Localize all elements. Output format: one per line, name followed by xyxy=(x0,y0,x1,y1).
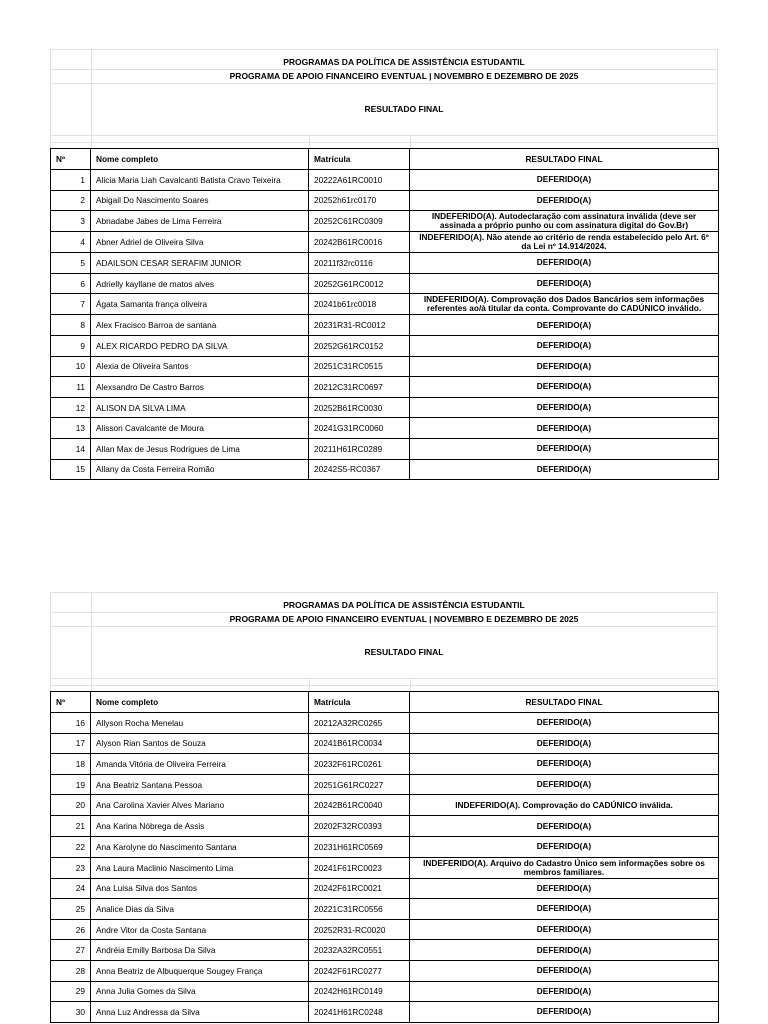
row-number: 30 xyxy=(51,1002,91,1023)
table-row xyxy=(51,713,719,734)
col-result-header: RESULTADO FINAL xyxy=(410,692,719,713)
student-matricula: 20242F61RC0021 xyxy=(309,878,410,899)
table-row xyxy=(51,294,719,315)
result-title: RESULTADO FINAL xyxy=(364,647,444,657)
result-status: DEFERIDO(A) xyxy=(410,418,719,439)
row-number: 27 xyxy=(51,940,91,961)
result-status: DEFERIDO(A) xyxy=(410,919,719,940)
result-status: DEFERIDO(A) xyxy=(410,397,719,418)
result-status: DEFERIDO(A) xyxy=(410,878,719,899)
result-status: DEFERIDO(A) xyxy=(410,253,719,274)
row-number: 24 xyxy=(51,878,91,899)
table-row xyxy=(51,836,719,857)
student-name: Alicia Maria Liah Cavalcanti Batista Cravo Teixeira xyxy=(91,170,309,191)
result-status: DEFERIDO(A) xyxy=(410,377,719,398)
table-row xyxy=(51,774,719,795)
table-row xyxy=(51,335,719,356)
student-name: Abnadabe Jabes de Lima Ferreira xyxy=(91,211,309,232)
student-name: Ana Beatriz Santana Pessoa xyxy=(91,774,309,795)
row-number: 1 xyxy=(51,170,91,191)
table-row xyxy=(51,733,719,754)
row-number: 29 xyxy=(51,981,91,1002)
student-matricula: 20251C31RC0515 xyxy=(309,356,410,377)
student-name: Alex Fracisco Barroa de santana xyxy=(91,315,309,336)
row-number: 15 xyxy=(51,459,91,480)
student-matricula: 20251G61RC0227 xyxy=(309,774,410,795)
table-row xyxy=(51,253,719,274)
table-row xyxy=(51,459,719,480)
program-subtitle: PROGRAMA DE APOIO FINANCEIRO EVENTUAL | NOVEMBRO E DEZEMBRO DE 2025 xyxy=(229,614,579,624)
result-status: DEFERIDO(A) xyxy=(410,940,719,961)
student-name: Anna Julia Gomes da Silva xyxy=(91,981,309,1002)
student-name: Alexsandro De Castro Barros xyxy=(91,377,309,398)
row-number: 4 xyxy=(51,232,91,253)
student-name: Abner Adriel de Oliveira Silva xyxy=(91,232,309,253)
row-number: 28 xyxy=(51,960,91,981)
table-header-row xyxy=(51,149,719,170)
student-name: Alyson Rian Santos de Souza xyxy=(91,733,309,754)
table-row xyxy=(51,273,719,294)
student-matricula: 20222A61RC0010 xyxy=(309,170,410,191)
col-num-header: Nº xyxy=(51,149,91,170)
student-matricula: 20241B61RC0034 xyxy=(309,733,410,754)
result-status: DEFERIDO(A) xyxy=(410,816,719,837)
student-matricula: 20241b61rc0018 xyxy=(309,294,410,315)
col-name-header: Nome completo xyxy=(91,149,309,170)
table-row xyxy=(51,232,719,253)
result-status: INDEFERIDO(A). Autodeclaração com assinatura inválida (deve ser assinada a próprio punho ou com assinatura digital do Gov.Br) xyxy=(410,211,719,232)
student-name: Andre Vitor da Costa Santana xyxy=(91,919,309,940)
row-number: 14 xyxy=(51,438,91,459)
student-name: Alexia de Oliveira Santos xyxy=(91,356,309,377)
row-number: 18 xyxy=(51,754,91,775)
student-name: Anna Beatriz de Albuquerque Sougey França xyxy=(91,960,309,981)
student-name: Andréia Emilly Barbosa Da Silva xyxy=(91,940,309,961)
col-name-header: Nome completo xyxy=(91,692,309,713)
row-number: 20 xyxy=(51,795,91,816)
student-name: Ana Karina Nóbrega de Assis xyxy=(91,816,309,837)
student-matricula: 20231H61RC0569 xyxy=(309,836,410,857)
result-status: DEFERIDO(A) xyxy=(410,170,719,191)
program-title: PROGRAMAS DA POLÍTICA DE ASSISTÊNCIA ESTUDANTIL xyxy=(283,600,525,610)
table-row xyxy=(51,940,719,961)
table-row xyxy=(51,190,719,211)
student-name: Adrielly kayllane de matos alves xyxy=(91,273,309,294)
sheet-header xyxy=(50,49,718,148)
student-name: Ana Carolina Xavier Alves Mariano xyxy=(91,795,309,816)
result-status: INDEFERIDO(A). Arquivo do Cadastro Único sem informações sobre os membros familiares. xyxy=(410,857,719,878)
table-row xyxy=(51,397,719,418)
row-number: 13 xyxy=(51,418,91,439)
student-matricula: 20242S5-RC0367 xyxy=(309,459,410,480)
row-number: 19 xyxy=(51,774,91,795)
student-matricula: 20212A32RC0265 xyxy=(309,713,410,734)
table-row xyxy=(51,418,719,439)
student-matricula: 20241F61RC0023 xyxy=(309,857,410,878)
result-status: DEFERIDO(A) xyxy=(410,438,719,459)
result-status: DEFERIDO(A) xyxy=(410,960,719,981)
student-matricula: 20231R31-RC0012 xyxy=(309,315,410,336)
sheet-header xyxy=(50,592,718,691)
student-matricula: 20241H61RC0248 xyxy=(309,1002,410,1023)
result-status: DEFERIDO(A) xyxy=(410,190,719,211)
result-status: DEFERIDO(A) xyxy=(410,899,719,920)
student-matricula: 20242F61RC0277 xyxy=(309,960,410,981)
result-status: DEFERIDO(A) xyxy=(410,836,719,857)
row-number: 6 xyxy=(51,273,91,294)
row-number: 3 xyxy=(51,211,91,232)
row-number: 11 xyxy=(51,377,91,398)
table-row xyxy=(51,377,719,398)
result-status: DEFERIDO(A) xyxy=(410,459,719,480)
student-matricula: 20252C61RC0309 xyxy=(309,211,410,232)
student-matricula: 20212C31RC0697 xyxy=(309,377,410,398)
row-number: 10 xyxy=(51,356,91,377)
result-sheet-1 xyxy=(50,49,718,480)
table-row xyxy=(51,438,719,459)
student-name: Ana Luisa Silva dos Santos xyxy=(91,878,309,899)
result-status: DEFERIDO(A) xyxy=(410,1002,719,1023)
table-row xyxy=(51,899,719,920)
result-status: DEFERIDO(A) xyxy=(410,335,719,356)
table-row xyxy=(51,878,719,899)
student-matricula: 20252R31-RC0020 xyxy=(309,919,410,940)
program-subtitle: PROGRAMA DE APOIO FINANCEIRO EVENTUAL | NOVEMBRO E DEZEMBRO DE 2025 xyxy=(229,71,579,81)
student-name: Ana Karolyne do Nascimento Santana xyxy=(91,836,309,857)
result-status: INDEFERIDO(A). Não atende ao critério de renda estabelecido pelo Art. 6º da Lei nº 14.914/2024. xyxy=(410,232,719,253)
table-row xyxy=(51,170,719,191)
table-row xyxy=(51,1002,719,1023)
program-title: PROGRAMAS DA POLÍTICA DE ASSISTÊNCIA ESTUDANTIL xyxy=(283,57,525,67)
student-name: ALISON DA SILVA LIMA xyxy=(91,397,309,418)
result-title: RESULTADO FINAL xyxy=(364,104,444,114)
table-row xyxy=(51,754,719,775)
result-status: DEFERIDO(A) xyxy=(410,774,719,795)
student-matricula: 20252B61RC0030 xyxy=(309,397,410,418)
student-matricula: 20232F61RC0261 xyxy=(309,754,410,775)
student-name: Alisson Cavalcante de Moura xyxy=(91,418,309,439)
student-name: Anna Luz Andressa da Silva xyxy=(91,1002,309,1023)
result-status: DEFERIDO(A) xyxy=(410,733,719,754)
student-name: ALEX RICARDO PEDRO DA SILVA xyxy=(91,335,309,356)
row-number: 21 xyxy=(51,816,91,837)
student-name: Allyson Rocha Menelau xyxy=(91,713,309,734)
row-number: 5 xyxy=(51,253,91,274)
row-number: 23 xyxy=(51,857,91,878)
table-row xyxy=(51,816,719,837)
result-status: DEFERIDO(A) xyxy=(410,713,719,734)
row-number: 2 xyxy=(51,190,91,211)
table-row xyxy=(51,795,719,816)
student-name: Ágata Samanta frança oliveira xyxy=(91,294,309,315)
student-matricula: 20211H61RC0289 xyxy=(309,438,410,459)
student-matricula: 20221C31RC0556 xyxy=(309,899,410,920)
student-matricula: 20211f32rc0116 xyxy=(309,253,410,274)
table-row xyxy=(51,960,719,981)
student-matricula: 20241G31RC0060 xyxy=(309,418,410,439)
student-matricula: 20252h61rc0170 xyxy=(309,190,410,211)
result-sheet-2 xyxy=(50,592,718,1023)
student-name: Amanda Vitória de Oliveira Ferreira xyxy=(91,754,309,775)
result-status: DEFERIDO(A) xyxy=(410,273,719,294)
student-matricula: 20252G61RC0152 xyxy=(309,335,410,356)
result-status: INDEFERIDO(A). Comprovação dos Dados Bancários sem informações referentes ao/à titular da conta. Comprovante do CADÚNICO inválido. xyxy=(410,294,719,315)
col-result-header: RESULTADO FINAL xyxy=(410,149,719,170)
col-matricula-header: Matrícula xyxy=(309,692,410,713)
col-num-header: Nº xyxy=(51,692,91,713)
row-number: 16 xyxy=(51,713,91,734)
result-status: DEFERIDO(A) xyxy=(410,315,719,336)
row-number: 26 xyxy=(51,919,91,940)
student-name: Analice Dias da Silva xyxy=(91,899,309,920)
row-number: 7 xyxy=(51,294,91,315)
row-number: 9 xyxy=(51,335,91,356)
row-number: 8 xyxy=(51,315,91,336)
result-status: DEFERIDO(A) xyxy=(410,356,719,377)
student-matricula: 20252G61RC0012 xyxy=(309,273,410,294)
result-status: INDEFERIDO(A). Comprovação do CADÚNICO inválida. xyxy=(410,795,719,816)
table-row xyxy=(51,356,719,377)
table-row xyxy=(51,211,719,232)
col-matricula-header: Matrícula xyxy=(309,149,410,170)
student-name: Ana Laura Maclinio Nascimento Lima xyxy=(91,857,309,878)
results-table xyxy=(50,691,719,1023)
row-number: 12 xyxy=(51,397,91,418)
student-matricula: 20242B61RC0016 xyxy=(309,232,410,253)
result-status: DEFERIDO(A) xyxy=(410,754,719,775)
table-header-row xyxy=(51,692,719,713)
table-row xyxy=(51,981,719,1002)
row-number: 22 xyxy=(51,836,91,857)
student-name: ADAILSON CESAR SERAFIM JUNIOR xyxy=(91,253,309,274)
student-matricula: 20232A32RC0551 xyxy=(309,940,410,961)
row-number: 25 xyxy=(51,899,91,920)
results-table xyxy=(50,148,719,480)
student-name: Abigail Do Nascimento Soares xyxy=(91,190,309,211)
student-matricula: 20242H61RC0149 xyxy=(309,981,410,1002)
student-name: Allany da Costa Ferreira Romão xyxy=(91,459,309,480)
table-row xyxy=(51,857,719,878)
student-name: Allan Max de Jesus Rodrigues de Lima xyxy=(91,438,309,459)
student-matricula: 20202F32RC0393 xyxy=(309,816,410,837)
table-row xyxy=(51,919,719,940)
student-matricula: 20242B61RC0040 xyxy=(309,795,410,816)
result-status: DEFERIDO(A) xyxy=(410,981,719,1002)
table-row xyxy=(51,315,719,336)
row-number: 17 xyxy=(51,733,91,754)
